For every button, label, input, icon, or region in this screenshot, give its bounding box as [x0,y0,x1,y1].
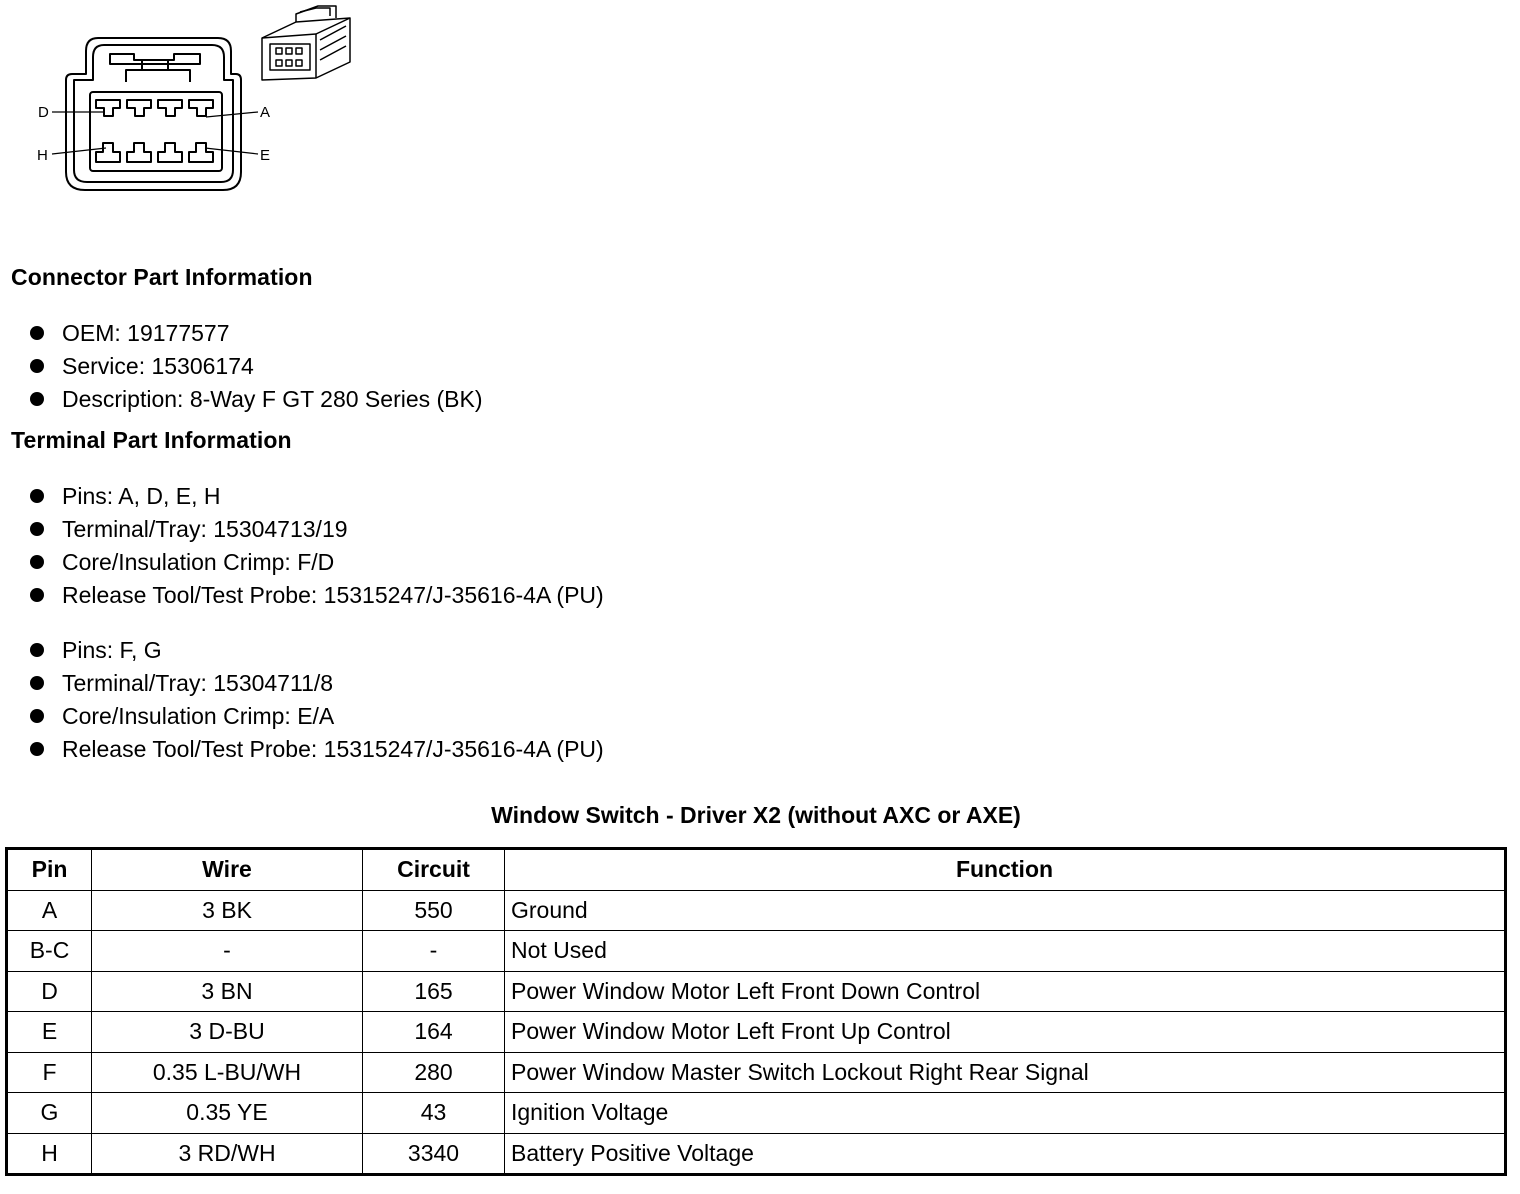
list-item-text: Pins: F, G [62,637,162,663]
terminal-part-info-list-2 [0,634,604,766]
bullet-icon [30,588,44,602]
list-item-text: Terminal/Tray: 15304711/8 [62,670,334,696]
bullet-icon [30,359,44,373]
bullet-icon [30,326,44,340]
cell-pin: A [7,890,92,931]
cell-function: Power Window Master Switch Lockout Right Rear Signal [505,1052,1506,1093]
cell-pin: E [7,1012,92,1053]
list-item [0,513,604,546]
pin-label-h: H [37,147,48,164]
cell-function: Ignition Voltage [505,1093,1506,1134]
cell-wire: 0.35 L-BU/WH [92,1052,363,1093]
pin-label-a: A [260,104,271,121]
cell-circuit: 165 [363,971,505,1012]
connector-part-info-list [0,317,483,416]
column-header-function: Function [505,849,1506,891]
cell-function: Power Window Motor Left Front Up Control [505,1012,1506,1053]
list-item [0,383,483,416]
cell-circuit: 3340 [363,1133,505,1175]
terminal-part-info-list-1 [0,480,604,612]
list-item [0,579,604,612]
list-item [0,667,604,700]
list-item [0,700,604,733]
cell-circuit: 550 [363,890,505,931]
terminal-cavity [127,100,151,116]
connector-thumbnail-icon [262,6,350,80]
list-item-text: Core/Insulation Crimp: F/D [62,549,335,575]
list-item-text: Service: 15306174 [62,353,254,379]
pin-table [5,847,1507,1176]
cell-circuit: - [363,931,505,972]
cell-circuit: 43 [363,1093,505,1134]
cell-wire: 3 BN [92,971,363,1012]
terminal-cavity [96,143,120,162]
list-item [0,480,604,513]
list-item-text: Terminal/Tray: 15304713/19 [62,516,348,542]
cell-wire: 3 D-BU [92,1012,363,1053]
table-row [7,971,1506,1012]
list-item-text: Release Tool/Test Probe: 15315247/J-35616-4A (PU) [62,582,604,608]
terminal-cavity [158,100,182,116]
list-item [0,350,483,383]
cell-pin: H [7,1133,92,1175]
list-item-text: OEM: 19177577 [62,320,230,346]
list-item [0,733,604,766]
terminal-cavity [189,100,213,116]
list-item [0,546,604,579]
list-item-text: Release Tool/Test Probe: 15315247/J-35616-4A (PU) [62,736,604,762]
table-title: Window Switch - Driver X2 (without AXC or AXE) [491,802,1021,828]
list-item-text: Pins: A, D, E, H [62,483,221,509]
table-row [7,890,1506,931]
cell-wire: 3 BK [92,890,363,931]
cell-circuit: 164 [363,1012,505,1053]
table-row [7,1012,1506,1053]
list-item-text: Description: 8-Way F GT 280 Series (BK) [62,386,483,412]
cell-circuit: 280 [363,1052,505,1093]
cell-pin: G [7,1093,92,1134]
bullet-icon [30,522,44,536]
cell-pin: F [7,1052,92,1093]
column-header-circuit: Circuit [363,849,505,891]
bullet-icon [30,555,44,569]
cell-function: Battery Positive Voltage [505,1133,1506,1175]
list-item [0,317,483,350]
connector-latch [110,54,200,64]
bullet-icon [30,643,44,657]
table-header-row [7,849,1506,891]
bullet-icon [30,489,44,503]
bullet-icon [30,709,44,723]
terminal-cavity [127,143,151,162]
cell-wire: - [92,931,363,972]
connector-part-info-heading: Connector Part Information [11,264,313,290]
table-row [7,1052,1506,1093]
bullet-icon [30,742,44,756]
terminal-cavity [158,143,182,162]
pin-label-e: E [260,147,271,164]
terminal-part-info-heading: Terminal Part Information [11,427,292,453]
cell-function: Not Used [505,931,1506,972]
list-item-text: Core/Insulation Crimp: E/A [62,703,335,729]
cell-wire: 3 RD/WH [92,1133,363,1175]
terminal-cavity [96,100,120,116]
table-row [7,1133,1506,1175]
cell-function: Ground [505,890,1506,931]
pin-label-d: D [38,104,49,121]
cell-pin: D [7,971,92,1012]
column-header-wire: Wire [92,849,363,891]
bullet-icon [30,392,44,406]
cell-function: Power Window Motor Left Front Down Control [505,971,1506,1012]
terminal-cavity [189,143,213,162]
cell-pin: B-C [7,931,92,972]
table-row [7,1093,1506,1134]
cell-wire: 0.35 YE [92,1093,363,1134]
table-row [7,931,1506,972]
bullet-icon [30,676,44,690]
list-item [0,634,604,667]
column-header-pin: Pin [7,849,92,891]
connector-diagram [0,0,380,210]
